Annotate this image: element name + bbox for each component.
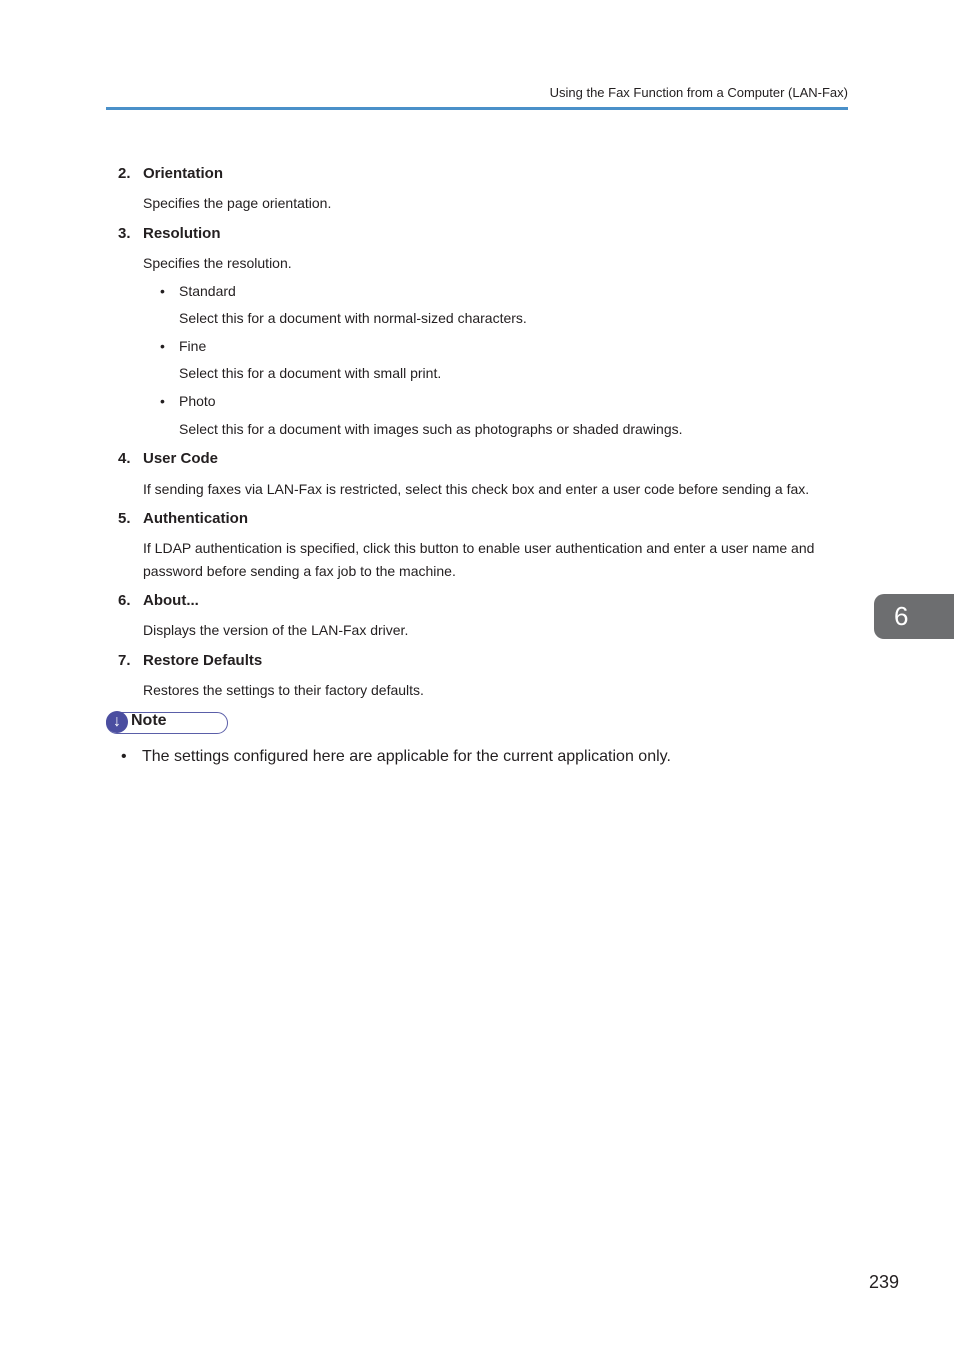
item-description: If LDAP authentication is specified, click this button to enable user authentication and enter a user name and password before sending a fax job to the machine. bbox=[143, 540, 815, 579]
item-description: Restores the settings to their factory defaults. bbox=[143, 682, 424, 698]
bullet-glyph: • bbox=[121, 748, 127, 765]
bullet-glyph: • bbox=[160, 393, 165, 409]
item-number: 2. bbox=[118, 165, 131, 182]
item-heading-restore-defaults bbox=[118, 652, 262, 669]
item-number: 4. bbox=[118, 450, 131, 467]
option-description: Select this for a document with small print. bbox=[179, 365, 442, 381]
down-arrow-icon: ↓ bbox=[106, 711, 128, 733]
item-description: Specifies the resolution. bbox=[143, 255, 292, 271]
option-standard bbox=[160, 283, 236, 299]
note-item bbox=[121, 748, 671, 766]
item-heading-resolution bbox=[118, 225, 221, 242]
item-title: About... bbox=[143, 592, 199, 609]
item-description: If sending faxes via LAN-Fax is restricted, select this check box and enter a user code before sending a fax. bbox=[143, 481, 810, 497]
option-description: Select this for a document with images such as photographs or shaded drawings. bbox=[179, 421, 683, 437]
bullet-glyph: • bbox=[160, 283, 165, 299]
item-description: Specifies the page orientation. bbox=[143, 195, 332, 211]
header-divider bbox=[106, 107, 848, 110]
item-number: 6. bbox=[118, 592, 131, 609]
item-heading-orientation bbox=[118, 165, 223, 182]
note-label: Note bbox=[131, 712, 167, 729]
item-title: Restore Defaults bbox=[143, 652, 263, 669]
option-photo bbox=[160, 393, 216, 409]
bullet-glyph: • bbox=[160, 338, 165, 354]
option-label: Standard bbox=[179, 283, 236, 299]
item-description: Displays the version of the LAN-Fax driver. bbox=[143, 622, 409, 638]
option-label: Fine bbox=[179, 338, 207, 354]
chapter-tab: 6 bbox=[874, 594, 954, 639]
option-label: Photo bbox=[179, 393, 216, 409]
option-description: Select this for a document with normal-sized characters. bbox=[179, 310, 527, 326]
page-number: 239 bbox=[868, 1272, 899, 1292]
item-number: 3. bbox=[118, 225, 131, 242]
item-number: 5. bbox=[118, 510, 131, 527]
running-title: Using the Fax Function from a Computer (LAN-Fax) bbox=[549, 85, 848, 100]
item-title: Orientation bbox=[143, 165, 224, 182]
item-heading-about bbox=[118, 592, 199, 609]
item-title: Authentication bbox=[143, 510, 248, 527]
option-fine bbox=[160, 338, 206, 354]
item-heading-authentication bbox=[118, 510, 248, 527]
item-number: 7. bbox=[118, 652, 131, 669]
item-title: User Code bbox=[143, 450, 219, 467]
item-heading-user-code bbox=[118, 450, 218, 467]
item-title: Resolution bbox=[143, 225, 221, 242]
note-text: The settings configured here are applicable for the current application only. bbox=[142, 748, 671, 765]
